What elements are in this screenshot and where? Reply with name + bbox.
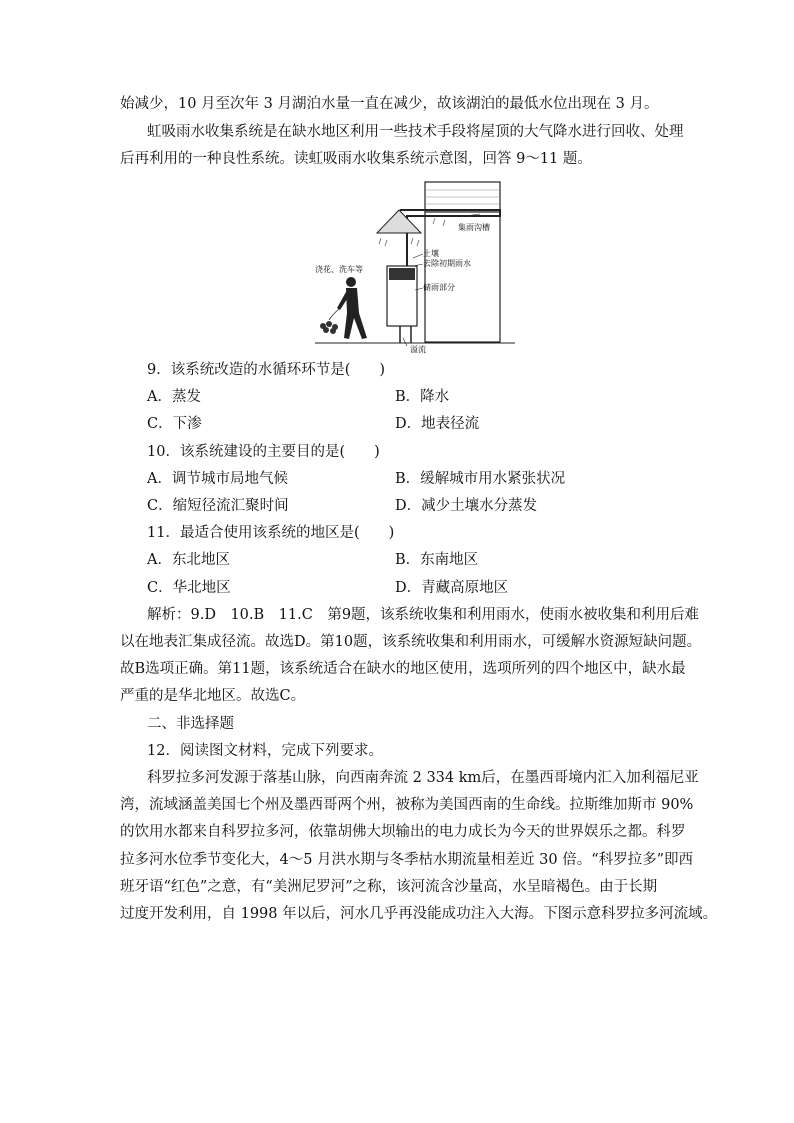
question-10-stem: 10．该系统建设的主要目的是( ) — [147, 444, 380, 460]
q10-option-d[interactable]: D．减少土壤水分蒸发 — [395, 498, 538, 514]
label-soil: 土壤 — [423, 249, 439, 258]
person-silhouette — [337, 277, 367, 339]
question-11-stem: 11．最适合使用该系统的地区是( ) — [147, 525, 395, 541]
canopy-roof — [377, 210, 421, 233]
q12-line-2: 湾，流域涵盖美国七个州及墨西哥两个州，被称为美国西南的生命线。拉斯维加斯市 90% — [120, 797, 694, 813]
q9-option-b[interactable]: B．降水 — [395, 389, 450, 405]
question-9-stem: 9．该系统改造的水循环环节是( ) — [147, 362, 386, 378]
label-first-flush: 去除初期雨水 — [423, 259, 471, 268]
filter-layer — [389, 268, 415, 280]
q9-option-d[interactable]: D．地表径流 — [395, 416, 480, 432]
q9-option-a[interactable]: A．蒸发 — [147, 389, 201, 405]
analysis-line-4: 严重的是华北地区。故选C。 — [120, 688, 306, 704]
intro-line-2: 虹吸雨水收集系统是在缺水地区利用一些技术手段将屋顶的大气降水进行回收、处理 — [147, 124, 684, 140]
label-gutter: 集雨沟槽 — [458, 223, 490, 232]
q12-line-6: 过度开发利用，自 1998 年以后，河水几乎再没能成功注入大海。下图示意科罗拉多河流域。 — [120, 906, 718, 922]
q12-line-1: 科罗拉多河发源于落基山脉，向西南奔流 2 334 km后，在墨西哥境内汇入加利福尼亚 — [147, 770, 699, 786]
rainwater-system-diagram — [315, 178, 515, 354]
intro-line-3: 后再利用的一种良性系统。读虹吸雨水收集系统示意图，回答 9～11 题。 — [120, 151, 592, 167]
analysis-line-2: 以在地表汇集成径流。故选D。第10题，该系统收集和利用雨水，可缓解水资源短缺问题。 — [120, 634, 702, 650]
q9-option-c[interactable]: C．下渗 — [147, 416, 202, 432]
q11-option-d[interactable]: D．青藏高原地区 — [395, 580, 509, 596]
label-usage: 浇花、洗车等 — [315, 265, 363, 274]
question-12-stem: 12．阅读图文材料，完成下列要求。 — [147, 743, 383, 759]
label-storage: 储雨部分 — [423, 283, 455, 292]
flower-bed — [320, 321, 338, 334]
intro-line-1: 始减少，10 月至次年 3 月湖泊水量一直在减少，故该湖泊的最低水位出现在 3 月。 — [120, 96, 659, 112]
q12-line-5: 班牙语“红色”之意，有“美洲尼罗河”之称，该河流含沙量高，水呈暗褐色。由于长期 — [120, 879, 658, 895]
section-heading: 二、非选择题 — [147, 716, 234, 732]
analysis-line-3: 故B选项正确。第11题，该系统适合在缺水的地区使用，选项所列的四个地区中，缺水最 — [120, 661, 686, 677]
q10-option-b[interactable]: B．缓解城市用水紧张状况 — [395, 471, 566, 487]
q10-option-c[interactable]: C．缩短径流汇聚时间 — [147, 498, 289, 514]
q12-line-4: 拉多河水位季节变化大，4～5 月洪水期与冬季枯水期流量相差近 30 倍。“科罗拉多”即西 — [120, 852, 694, 868]
q10-option-a[interactable]: A．调节城市局地气候 — [147, 471, 288, 487]
analysis-line-1: 解析：9.D 10.B 11.C 第9题，该系统收集和利用雨水，使雨水被收集和利用后难 — [147, 607, 700, 623]
label-overflow: 溢流 — [410, 345, 426, 354]
q11-option-a[interactable]: A．东北地区 — [147, 552, 230, 568]
q11-option-c[interactable]: C．华北地区 — [147, 580, 231, 596]
q12-line-3: 的饮用水都来自科罗拉多河，依靠胡佛大坝输出的电力成长为今天的世界娱乐之都。科罗 — [120, 824, 686, 840]
q11-option-b[interactable]: B．东南地区 — [395, 552, 479, 568]
